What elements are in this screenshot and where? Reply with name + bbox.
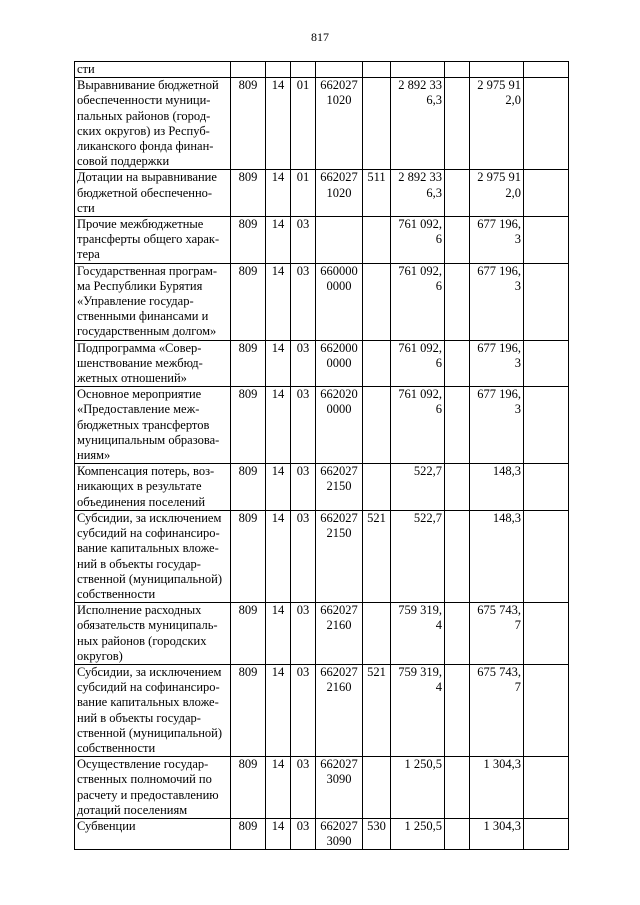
subsection-code-cell: 03 bbox=[291, 464, 316, 511]
target-article-code-cell: 662000 0000 bbox=[316, 340, 363, 387]
amount-year1-cell: 761 092, 6 bbox=[391, 340, 445, 387]
empty-column-cell bbox=[445, 464, 470, 511]
empty-column-cell bbox=[445, 603, 470, 665]
expense-type-code-cell bbox=[363, 387, 391, 464]
table-row bbox=[75, 78, 569, 170]
row-name-cell: сти bbox=[75, 62, 231, 78]
amount-year2-cell: 1 304,3 bbox=[470, 757, 524, 819]
amount-year2-cell: 148,3 bbox=[470, 464, 524, 511]
subsection-code-cell bbox=[291, 62, 316, 78]
empty-column-cell bbox=[524, 263, 569, 340]
target-article-code-cell: 662027 2150 bbox=[316, 464, 363, 511]
empty-column-cell bbox=[445, 78, 470, 170]
amount-year2-cell: 148,3 bbox=[470, 510, 524, 602]
empty-column-cell bbox=[524, 818, 569, 849]
empty-column-cell bbox=[524, 603, 569, 665]
target-article-code-cell bbox=[316, 217, 363, 264]
section-code-cell: 14 bbox=[266, 510, 291, 602]
section-code-cell: 14 bbox=[266, 340, 291, 387]
expense-type-code-cell bbox=[363, 757, 391, 819]
amount-year1-cell: 759 319, 4 bbox=[391, 664, 445, 756]
row-name-cell: Исполнение расходных обязательств муниципаль- ных районов (городских округов) bbox=[75, 603, 231, 665]
row-name-cell: Выравнивание бюджетной обеспеченности муници- пальных районов (город- ских округов) из Респуб- ликанского фонда финан- совой поддержки bbox=[75, 78, 231, 170]
amount-year2-cell: 675 743, 7 bbox=[470, 664, 524, 756]
empty-column-cell bbox=[524, 664, 569, 756]
section-code-cell: 14 bbox=[266, 263, 291, 340]
budget-table bbox=[74, 61, 569, 850]
expense-type-code-cell: 530 bbox=[363, 818, 391, 849]
expense-type-code-cell bbox=[363, 464, 391, 511]
section-code-cell: 14 bbox=[266, 464, 291, 511]
expense-type-code-cell bbox=[363, 340, 391, 387]
subsection-code-cell: 03 bbox=[291, 818, 316, 849]
target-article-code-cell: 662027 2160 bbox=[316, 603, 363, 665]
empty-column-cell bbox=[524, 170, 569, 217]
amount-year1-cell: 761 092, 6 bbox=[391, 217, 445, 264]
subsection-code-cell: 03 bbox=[291, 664, 316, 756]
amount-year1-cell: 761 092, 6 bbox=[391, 387, 445, 464]
section-code-cell: 14 bbox=[266, 818, 291, 849]
table-row bbox=[75, 664, 569, 756]
target-article-code-cell: 662020 0000 bbox=[316, 387, 363, 464]
table-row bbox=[75, 757, 569, 819]
amount-year1-cell: 1 250,5 bbox=[391, 818, 445, 849]
subsection-code-cell: 03 bbox=[291, 263, 316, 340]
empty-column-cell bbox=[524, 340, 569, 387]
row-name-cell: Субсидии, за исключением субсидий на софинансиро- вание капитальных вложе- ний в объекты государ- ственной (муниципальной) собственности bbox=[75, 664, 231, 756]
row-name-cell: Компенсация потерь, воз- никающих в результате объединения поселений bbox=[75, 464, 231, 511]
ved-code-cell: 809 bbox=[231, 603, 266, 665]
expense-type-code-cell bbox=[363, 217, 391, 264]
row-name-cell: Государственная програм- ма Республики Бурятия «Управление государ- ственными финансами и государственным долгом» bbox=[75, 263, 231, 340]
page-number: 817 bbox=[311, 30, 329, 44]
amount-year2-cell: 1 304,3 bbox=[470, 818, 524, 849]
empty-column-cell bbox=[445, 170, 470, 217]
empty-column-cell bbox=[524, 217, 569, 264]
table-row bbox=[75, 464, 569, 511]
section-code-cell: 14 bbox=[266, 757, 291, 819]
amount-year1-cell: 522,7 bbox=[391, 510, 445, 602]
expense-type-code-cell: 521 bbox=[363, 664, 391, 756]
section-code-cell bbox=[266, 62, 291, 78]
table-row bbox=[75, 170, 569, 217]
subsection-code-cell: 03 bbox=[291, 757, 316, 819]
section-code-cell: 14 bbox=[266, 664, 291, 756]
row-name-cell: Подпрограмма «Совер- шенствование межбюд- жетных отношений» bbox=[75, 340, 231, 387]
amount-year1-cell: 2 892 33 6,3 bbox=[391, 78, 445, 170]
ved-code-cell: 809 bbox=[231, 757, 266, 819]
amount-year1-cell: 759 319, 4 bbox=[391, 603, 445, 665]
subsection-code-cell: 03 bbox=[291, 510, 316, 602]
empty-column-cell bbox=[524, 464, 569, 511]
budget-table-body bbox=[75, 62, 569, 850]
subsection-code-cell: 03 bbox=[291, 340, 316, 387]
amount-year2-cell: 2 975 91 2,0 bbox=[470, 78, 524, 170]
table-row bbox=[75, 603, 569, 665]
table-row bbox=[75, 387, 569, 464]
subsection-code-cell: 03 bbox=[291, 217, 316, 264]
ved-code-cell: 809 bbox=[231, 464, 266, 511]
empty-column-cell bbox=[524, 62, 569, 78]
empty-column-cell bbox=[524, 387, 569, 464]
table-row bbox=[75, 263, 569, 340]
row-name-cell: Субвенции bbox=[75, 818, 231, 849]
empty-column-cell bbox=[445, 664, 470, 756]
table-row bbox=[75, 340, 569, 387]
ved-code-cell bbox=[231, 62, 266, 78]
table-row bbox=[75, 62, 569, 78]
row-name-cell: Осуществление государ- ственных полномочий по расчету и предоставлению дотаций поселениям bbox=[75, 757, 231, 819]
row-name-cell: Субсидии, за исключением субсидий на софинансиро- вание капитальных вложе- ний в объекты государ- ственной (муниципальной) собственности bbox=[75, 510, 231, 602]
empty-column-cell bbox=[445, 62, 470, 78]
ved-code-cell: 809 bbox=[231, 263, 266, 340]
empty-column-cell bbox=[445, 263, 470, 340]
amount-year2-cell: 2 975 91 2,0 bbox=[470, 170, 524, 217]
row-name-cell: Основное мероприятие «Предоставление меж- бюджетных трансфертов муниципальным образова- ниям» bbox=[75, 387, 231, 464]
section-code-cell: 14 bbox=[266, 170, 291, 217]
table-row bbox=[75, 510, 569, 602]
section-code-cell: 14 bbox=[266, 387, 291, 464]
target-article-code-cell: 662027 1020 bbox=[316, 78, 363, 170]
target-article-code-cell: 662027 3090 bbox=[316, 818, 363, 849]
expense-type-code-cell bbox=[363, 62, 391, 78]
ved-code-cell: 809 bbox=[231, 510, 266, 602]
empty-column-cell bbox=[445, 757, 470, 819]
empty-column-cell bbox=[445, 387, 470, 464]
row-name-cell: Прочие межбюджетные трансферты общего харак- тера bbox=[75, 217, 231, 264]
amount-year1-cell: 522,7 bbox=[391, 464, 445, 511]
section-code-cell: 14 bbox=[266, 217, 291, 264]
target-article-code-cell: 662027 2150 bbox=[316, 510, 363, 602]
empty-column-cell bbox=[445, 510, 470, 602]
ved-code-cell: 809 bbox=[231, 818, 266, 849]
amount-year1-cell: 1 250,5 bbox=[391, 757, 445, 819]
ved-code-cell: 809 bbox=[231, 217, 266, 264]
subsection-code-cell: 01 bbox=[291, 78, 316, 170]
amount-year1-cell: 761 092, 6 bbox=[391, 263, 445, 340]
ved-code-cell: 809 bbox=[231, 664, 266, 756]
amount-year2-cell: 677 196, 3 bbox=[470, 263, 524, 340]
section-code-cell: 14 bbox=[266, 78, 291, 170]
ved-code-cell: 809 bbox=[231, 170, 266, 217]
ved-code-cell: 809 bbox=[231, 387, 266, 464]
target-article-code-cell: 660000 0000 bbox=[316, 263, 363, 340]
subsection-code-cell: 03 bbox=[291, 603, 316, 665]
amount-year1-cell: 2 892 33 6,3 bbox=[391, 170, 445, 217]
empty-column-cell bbox=[445, 217, 470, 264]
amount-year2-cell bbox=[470, 62, 524, 78]
target-article-code-cell bbox=[316, 62, 363, 78]
amount-year1-cell bbox=[391, 62, 445, 78]
ved-code-cell: 809 bbox=[231, 78, 266, 170]
amount-year2-cell: 677 196, 3 bbox=[470, 340, 524, 387]
target-article-code-cell: 662027 2160 bbox=[316, 664, 363, 756]
table-row bbox=[75, 818, 569, 849]
empty-column-cell bbox=[524, 757, 569, 819]
row-name-cell: Дотации на выравнивание бюджетной обеспеченно- сти bbox=[75, 170, 231, 217]
amount-year2-cell: 677 196, 3 bbox=[470, 387, 524, 464]
empty-column-cell bbox=[445, 340, 470, 387]
ved-code-cell: 809 bbox=[231, 340, 266, 387]
empty-column-cell bbox=[524, 510, 569, 602]
expense-type-code-cell bbox=[363, 603, 391, 665]
subsection-code-cell: 03 bbox=[291, 387, 316, 464]
empty-column-cell bbox=[445, 818, 470, 849]
expense-type-code-cell bbox=[363, 78, 391, 170]
target-article-code-cell: 662027 3090 bbox=[316, 757, 363, 819]
subsection-code-cell: 01 bbox=[291, 170, 316, 217]
expense-type-code-cell: 521 bbox=[363, 510, 391, 602]
expense-type-code-cell bbox=[363, 263, 391, 340]
section-code-cell: 14 bbox=[266, 603, 291, 665]
empty-column-cell bbox=[524, 78, 569, 170]
target-article-code-cell: 662027 1020 bbox=[316, 170, 363, 217]
amount-year2-cell: 675 743, 7 bbox=[470, 603, 524, 665]
expense-type-code-cell: 511 bbox=[363, 170, 391, 217]
amount-year2-cell: 677 196, 3 bbox=[470, 217, 524, 264]
table-row bbox=[75, 217, 569, 264]
